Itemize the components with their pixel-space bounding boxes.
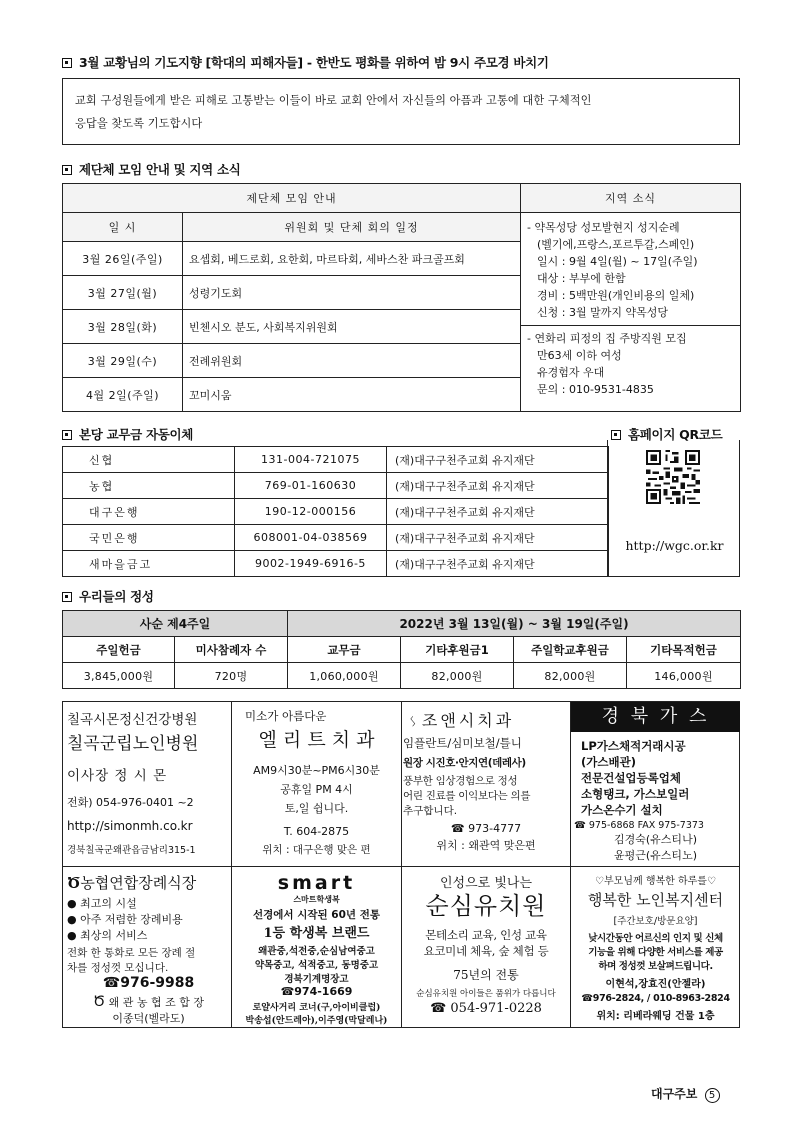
- table-row: [63, 447, 609, 473]
- offering-header: 주일학교후원금: [514, 637, 627, 663]
- offering-header: 기타후원금1: [401, 637, 514, 663]
- offering-value: 720명: [175, 663, 288, 689]
- offering-header: 주일헌금: [63, 637, 175, 663]
- meeting-schedule: 요셉회, 베드로회, 요한회, 마르타회, 세바스찬 파크골프회: [183, 242, 521, 276]
- meeting-date: 3월 26일(주일): [63, 242, 183, 276]
- offering-period: 2022년 3월 13일(월) ~ 3월 19일(주일): [288, 611, 741, 637]
- news-item-1-line: 경비 : 5백만원(개인비용의 일체): [537, 289, 695, 302]
- phone-icon: ☎: [574, 820, 589, 831]
- meeting-schedule: 꼬미시움: [183, 378, 521, 412]
- phone-icon: ☎: [450, 822, 469, 835]
- table-row: [63, 551, 609, 577]
- meetings-heading: 제단체 모임 안내 및 지역 소식: [62, 160, 241, 178]
- bank-account: 769-01-160630: [235, 473, 387, 499]
- meeting-schedule: 빈첸시오 분도, 사회복지위원회: [183, 310, 521, 344]
- smart-logo: smart: [277, 872, 356, 894]
- square-bullet-icon: [62, 58, 72, 68]
- offering-header: 미사참례자 수: [175, 637, 288, 663]
- nh-logo-icon: Ծ: [67, 874, 81, 892]
- meeting-schedule: 전례위원회: [183, 344, 521, 378]
- bullet-icon: ●: [67, 897, 81, 910]
- square-bullet-icon: [611, 430, 621, 440]
- offering-value: 82,000원: [514, 663, 627, 689]
- news-item-1-line: 일시 : 9월 4일(월) ~ 17일(주일): [537, 255, 698, 268]
- bank-account: 190-12-000156: [235, 499, 387, 525]
- bank-name: 신협: [63, 447, 235, 473]
- ads-grid: [62, 701, 740, 1028]
- bank-table: [62, 446, 609, 577]
- bank-holder: (재)대구구천주교회 유지재단: [387, 447, 609, 473]
- nh-logo-icon: Ծ: [93, 994, 106, 1010]
- ad-smart-uniform: smart 스마트학생복 선경에서 시작된 60년 전통 1등 학생복 브랜드 왜관중,석전중,순심남여중고 약목중고, 석적중고, 동명중고 경북기계명장고 ☎974-1669 로얄사거리 코너(구,아이비클럽) 박송섭(안드레아),이주영(막달레나): [233, 872, 400, 1026]
- news-item-1-title: - 약목성당 성모발현지 성지순례: [527, 221, 680, 234]
- page-number: 5: [705, 1088, 720, 1103]
- square-bullet-icon: [62, 592, 72, 602]
- local-news: [521, 213, 741, 412]
- offering-header: 교무금: [288, 637, 401, 663]
- news-item-2-line: 유경험자 우대: [537, 366, 605, 379]
- phone-icon: ☎: [581, 993, 593, 1004]
- bank-name: 새마을금고: [63, 551, 235, 577]
- ad-hospital: 칠곡시몬정신건강병원 칠곡군립노인병원 이사장 정 시 몬 전화) 054-976-0401 ~2 http://simonmh.co.kr 경북칠곡군왜관읍금남리315-1: [67, 712, 199, 856]
- news-item-1-line: 대상 : 부부에 한함: [537, 272, 626, 285]
- news-item-2-line: 문의 : 010-9531-4835: [537, 383, 654, 396]
- meeting-date: 3월 28일(화): [63, 310, 183, 344]
- bank-account: 131-004-721075: [235, 447, 387, 473]
- prayer-line-1: 교회 구성원들에게 받은 피해로 고통받는 이들이 바로 교회 안에서 자신들의 아픔과 고통에 대한 구체적인: [75, 94, 592, 107]
- news-item-1-sub: (벨기에,프랑스,포르투갈,스페인): [537, 238, 695, 251]
- meetings-right-title: 지역 소식: [521, 184, 741, 213]
- bank-holder: (재)대구구천주교회 유지재단: [387, 499, 609, 525]
- prayer-heading: 3월 교황님의 기도지향 [학대의 피해자들] - 한반도 평화를 위하여 밤 9시 주모경 바치기: [62, 53, 549, 71]
- bank-holder: (재)대구구천주교회 유지재단: [387, 551, 609, 577]
- table-row: [63, 663, 741, 689]
- bullet-icon: ●: [67, 913, 81, 926]
- offering-week: 사순 제4주일: [63, 611, 288, 637]
- offering-table: [62, 610, 741, 689]
- ad-sunsim-kindergarten: 인성으로 빛나는 순심유치원 몬테소리 교육, 인성 교육 요코미네 체육, 숲 체험 등 75년의 전통 순심유치원 아이들은 품위가 다릅니다 ☎ 054-971-0228: [416, 876, 556, 1016]
- meeting-date: 4월 2일(주일): [63, 378, 183, 412]
- qr-code-icon[interactable]: [646, 450, 700, 504]
- square-bullet-icon: [62, 165, 72, 175]
- page-footer: 대구주보 5: [651, 1085, 720, 1103]
- qr-heading: 홈페이지 QR코드: [611, 425, 722, 443]
- homepage-url[interactable]: http://wgc.or.kr: [625, 538, 724, 553]
- ad-funeral-hall: Ծ농협연합장례식장 ● 최고의 시설 ● 아주 저렴한 장례비용 ● 최상의 서비스 전화 한 통화로 모든 장례 절 차를 정성껏 모십니다. ☎976-9988 Ծ 왜 관 농 협 조 합 장 이종덕(벨라도): [67, 874, 204, 1025]
- bank-account: 608001-04-038569: [235, 525, 387, 551]
- square-bullet-icon: [62, 430, 72, 440]
- bullet-icon: ●: [67, 929, 81, 942]
- bank-account: 9002-1949-6916-5: [235, 551, 387, 577]
- bank-name: 대구은행: [63, 499, 235, 525]
- meeting-date: 3월 29일(수): [63, 344, 183, 378]
- offering-header: 기타목적헌금: [627, 637, 741, 663]
- bank-name: 국민은행: [63, 525, 235, 551]
- bank-heading: 본당 교무금 자동이체: [62, 425, 193, 443]
- phone-icon: ☎: [280, 985, 295, 998]
- bank-holder: (재)대구구천주교회 유지재단: [387, 525, 609, 551]
- table-row: [63, 637, 741, 663]
- ad-elder-welfare-center: ♡부모님께 행복한 하루를♡ 행복한 노인복지센터 [주간보호/방문요양] 낮시간동안 어르신의 인지 및 신체 기능을 위해 다양한 서비스를 제공 하며 정성껏 보살펴드립니다. 이현석,장효진(안젤라) ☎976-2824, / 010-8963-2824 위치: 리베라웨딩 건물 1층: [581, 876, 730, 1022]
- offering-value: 82,000원: [401, 663, 514, 689]
- col-schedule-header: 위원회 및 단체 회의 일정: [183, 213, 521, 242]
- news-item-2-line: 만63세 이하 여성: [537, 349, 622, 362]
- offering-value: 146,000원: [627, 663, 741, 689]
- ad-elite-dental: 미소가 아름다운 엘 리 트 치 과 AM9시30분~PM6시30분 공휴일 PM 4시 토,일 쉽니다. T. 604-2875 위치 : 대구은행 맞은 편: [245, 709, 380, 856]
- tooth-icon: ᛊ: [409, 715, 417, 730]
- ad-choi-dental: ᛊ 조앤시치과 임플란트/심미보철/틀니 원장 시진호·안지연(데레사) 풍부한 임상경험으로 정성 어린 진료를 이익보다는 의를 추구합니다. ☎ 973-4777 위치 : 왜관역 맞은편: [403, 711, 536, 852]
- meetings-table: [62, 183, 741, 412]
- meetings-left-title: 제단체 모임 안내: [63, 184, 521, 213]
- table-row: [63, 473, 609, 499]
- bank-holder: (재)대구구천주교회 유지재단: [387, 473, 609, 499]
- meeting-date: 3월 27일(월): [63, 276, 183, 310]
- prayer-line-2: 응답을 찾도록 기도합시다: [75, 117, 203, 130]
- bank-name: 농협: [63, 473, 235, 499]
- col-date-header: 일 시: [63, 213, 183, 242]
- meeting-schedule: 성령기도회: [183, 276, 521, 310]
- phone-icon: ☎: [430, 1001, 451, 1016]
- prayer-box: [62, 78, 740, 145]
- news-item-1-line: 신청 : 3월 말까지 약목성당: [537, 306, 668, 319]
- ad-gyeongbuk-gas: 경 북 가 스 LP가스채적거래시공 (가스배관) 전문건설업등록업체 소형탱크, 가스보일러 가스온수기 설치 ☎ 975-6868 FAX 975-7373 김경숙(유스티나) 윤평근(유스티노): [571, 702, 740, 865]
- news-item-2-title: - 연화리 피정의 집 주방직원 모집: [527, 332, 687, 345]
- qr-box: [607, 440, 740, 577]
- table-row: [63, 499, 609, 525]
- offering-value: 1,060,000원: [288, 663, 401, 689]
- table-row: [63, 525, 609, 551]
- offering-heading: 우리들의 정성: [62, 587, 154, 605]
- offering-value: 3,845,000원: [63, 663, 175, 689]
- phone-icon: ☎: [102, 975, 121, 991]
